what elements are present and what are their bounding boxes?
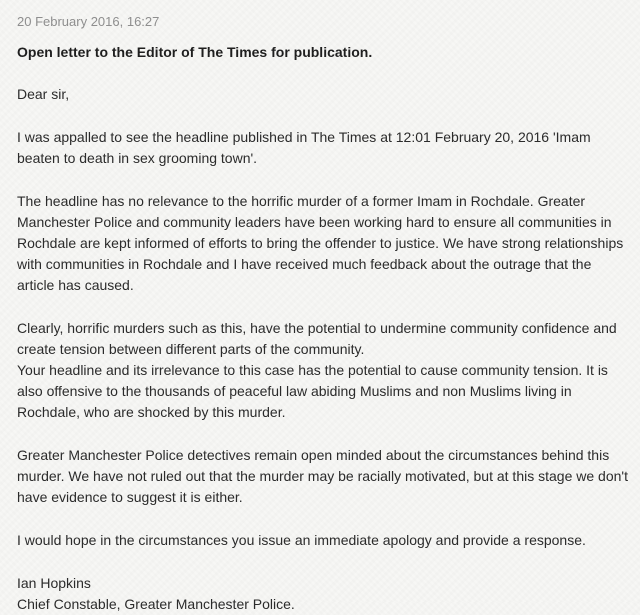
letter-greeting: Dear sir, — [17, 86, 70, 102]
letter-paragraph-headline: I was appalled to see the headline published in The Times at 12:01 February 20, 2016 'Imam beaten to death in sex grooming town'. — [17, 129, 591, 166]
letter-paragraph-investigation: Greater Manchester Police detectives remain open minded about the circumstances behind this murder. We have not ruled out that the murder may be racially motivated, but at this stage we don't have evidence to suggest it is either. — [17, 447, 628, 505]
signature-name: Ian Hopkins — [17, 575, 91, 591]
letter-paragraph-tension: Your headline and its irrelevance to this case has the potential to cause community tension. It is also offensive to the thousands of peaceful law abiding Muslims and non Muslims living in Rochdale, who are shocked by this murder. — [17, 362, 608, 420]
letter-paragraph-relevance: The headline has no relevance to the horrific murder of a former Imam in Rochdale. Greater Manchester Police and community leaders have been working hard to ensure all communities in Rochdale are kept informed of efforts to bring the offender to justice. We have strong relationships with communities in Rochdale and I have received much feedback about the outrage that the article has caused. — [17, 193, 624, 293]
letter-subject: Open letter to the Editor of The Times for publication. — [17, 44, 373, 60]
letter-paragraph-confidence: Clearly, horrific murders such as this, have the potential to undermine community confidence and create tension between different parts of the community. — [17, 320, 617, 357]
signature-title: Chief Constable, Greater Manchester Police. — [17, 596, 295, 612]
letter-paragraph-apology: I would hope in the circumstances you issue an immediate apology and provide a response. — [17, 532, 586, 548]
note-timestamp: 20 February 2016, 16:27 — [17, 14, 160, 29]
